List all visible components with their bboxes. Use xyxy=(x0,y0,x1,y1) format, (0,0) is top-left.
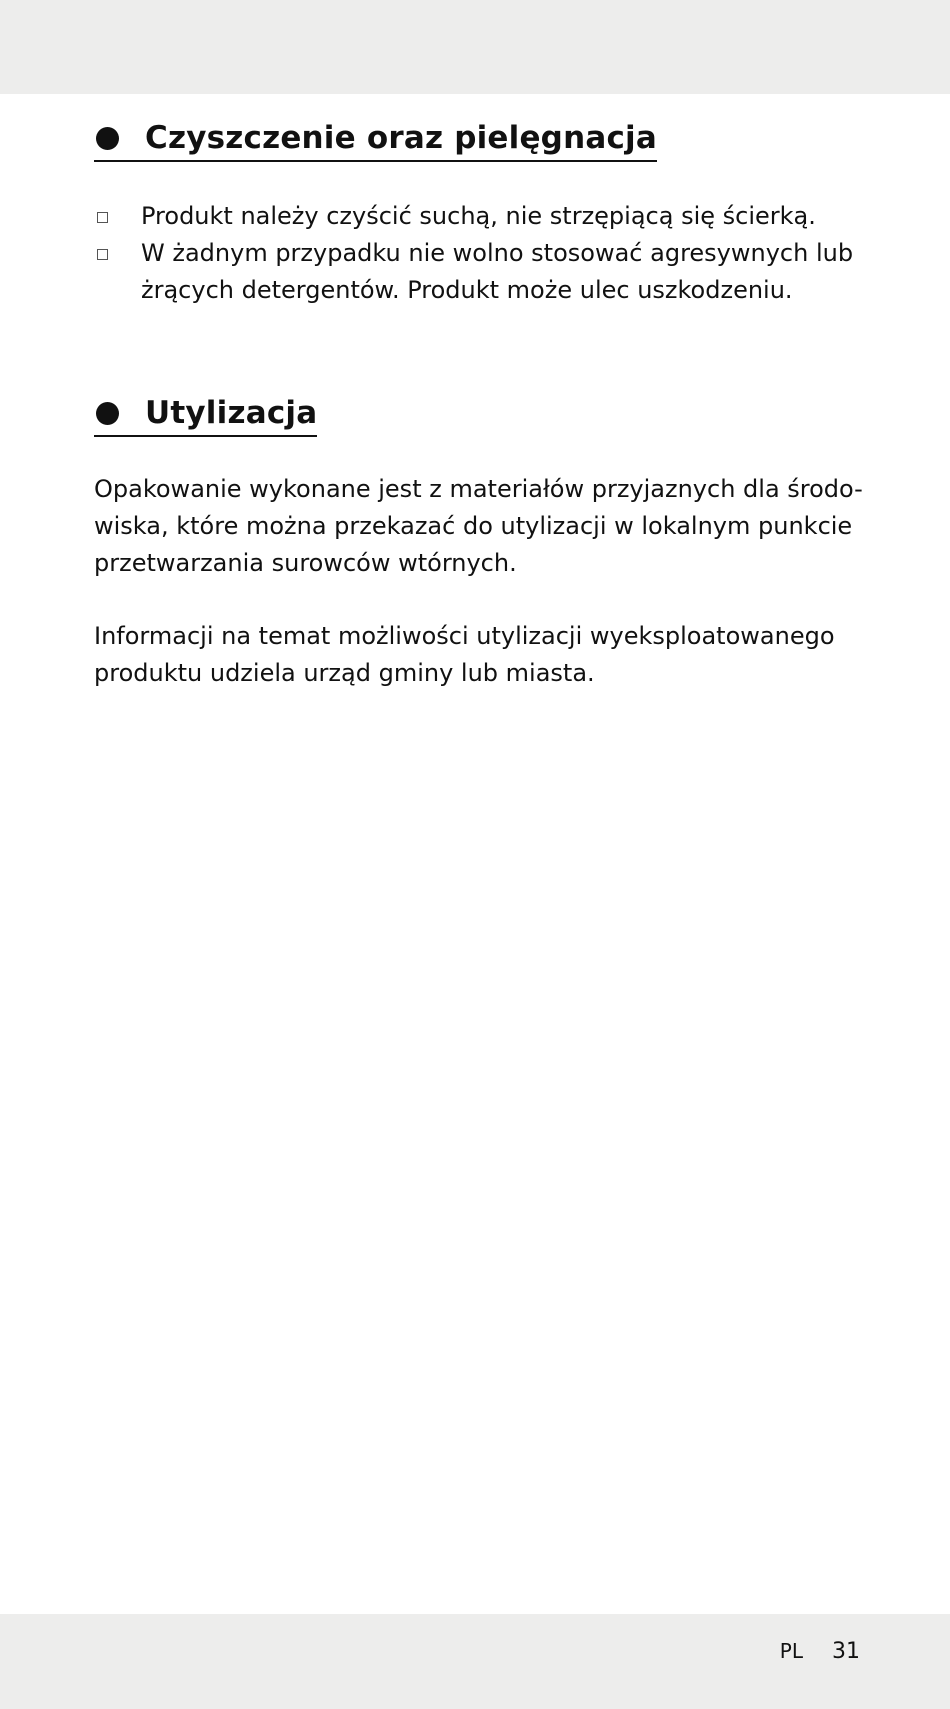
top-margin-band xyxy=(0,0,950,94)
page-footer xyxy=(780,1636,860,1667)
bullet-dot-icon xyxy=(96,127,119,150)
page-number: 31 xyxy=(832,1639,860,1664)
heading-disposal xyxy=(94,393,317,437)
heading-disposal-title: Utylizacja xyxy=(145,395,318,431)
cleaning-instructions-list xyxy=(94,198,874,309)
checkbox-square-icon xyxy=(97,249,108,260)
heading-cleaning-title: Czyszczenie oraz pielęgnacja xyxy=(145,120,657,156)
list-item xyxy=(94,235,874,309)
disposal-paragraph-packaging: Opakowanie wykonane jest z materiałów przyjaznych dla środo-wiska, które można przekazać do utylizacji w lokalnym punkcie przetwarzania surowców wtórnych. xyxy=(94,475,863,577)
disposal-paragraph-product: Informacji na temat możliwości utylizacji wyeksploatowanego produktu udziela urząd gminy lub miasta. xyxy=(94,622,835,687)
list-item xyxy=(94,198,874,235)
page-content xyxy=(94,94,874,692)
heading-cleaning xyxy=(94,118,657,162)
list-item-text: Produkt należy czyścić suchą, nie strzępiącą się ścierką. xyxy=(141,202,816,230)
list-item-text: W żadnym przypadku nie wolno stosować agresywnych lub żrących detergentów. Produkt może ulec uszkodzeniu. xyxy=(141,239,854,304)
language-code: PL xyxy=(779,1639,803,1663)
checkbox-square-icon xyxy=(97,212,108,223)
bullet-dot-icon xyxy=(96,402,119,425)
